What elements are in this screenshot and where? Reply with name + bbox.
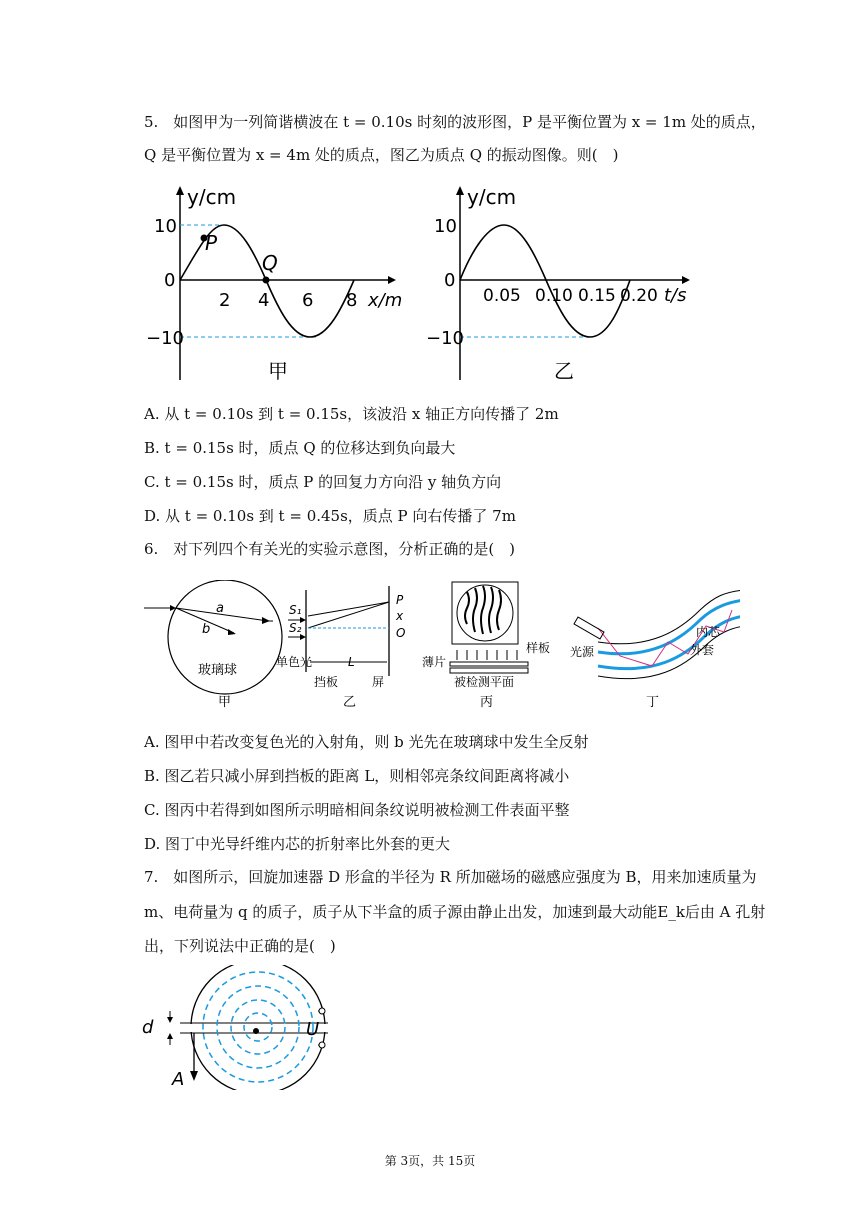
fig-yi-y-tick: 10 [434, 216, 457, 237]
q6-option-d: D. 图丁中光导纤维内芯的折射率比外套的更大 [144, 835, 451, 853]
ray-b-label: b [202, 622, 211, 637]
tested-plane-label: 被检测平面 [454, 675, 515, 689]
glass-ball-label: 玻璃球 [198, 663, 238, 678]
q6-stem: 6. 对下列四个有关光的实验示意图，分析正确的是( ) [144, 540, 516, 558]
film-label: 薄片 [422, 655, 447, 669]
voltage-u-label: U [306, 1019, 320, 1040]
q7-stem-line1: 7. 如图所示，回旋加速器 D 形盒的半径为 R 所加磁场的磁感应强度为 B，用来加速质量为 [144, 868, 757, 886]
screen-label: 屏 [372, 675, 385, 689]
point-q-label: Q [262, 251, 278, 275]
fig6-jia-caption: 甲 [218, 695, 232, 710]
q5-option-b: B. t = 0.15s 时，质点 Q 的位移达到负向最大 [144, 439, 456, 457]
fig-optical-fiber [570, 590, 740, 710]
fig-jia-y-axis-label: y/cm [187, 185, 237, 209]
fig-jia-y-tick: −10 [146, 328, 184, 349]
fig-jia-x-tick: 8 [346, 290, 358, 311]
fig-thin-film [422, 582, 550, 710]
l-label: L [348, 655, 355, 669]
q7-stem-line2: m、电荷量为 q 的质子，质子从下半盒的质子源由静止出发，加速到最大动能E_k后由 A 孔射 [144, 903, 766, 921]
fig-yi-x-axis-label: t/s [664, 285, 687, 306]
fig6-yi-caption: 乙 [343, 695, 357, 710]
fig-jia-caption: 甲 [268, 359, 288, 383]
page-footer: 第 3页，共 15页 [384, 1154, 476, 1168]
fig-yi-x-tick: 0.05 [483, 286, 521, 306]
q6-option-b: B. 图乙若只减小屏到挡板的距离 L，则相邻亮条纹间距离将减小 [144, 767, 570, 785]
fig6-ding-caption: 丁 [646, 695, 660, 710]
fig-jia-x-tick: 6 [302, 290, 314, 311]
q6-light-figures [140, 580, 740, 715]
q5-vibration-figure [420, 180, 700, 390]
s1-label: S₁ [289, 603, 302, 617]
fig-jia-x-axis-label: x/m [368, 290, 403, 311]
baffle-label: 挡板 [314, 675, 339, 689]
fig-glass-ball [144, 580, 282, 710]
fig-yi-y-axis-label: y/cm [467, 185, 517, 209]
fig-yi-caption: 乙 [554, 359, 574, 383]
core-label: 内芯 [696, 625, 721, 639]
q6-option-a: A. 图甲中若改变复色光的入射角，则 b 光先在玻璃球中发生全反射 [144, 733, 589, 751]
p-label: P [396, 593, 404, 607]
fig-yi-x-tick: 0.10 [535, 286, 573, 306]
q5-option-d: D. 从 t = 0.10s 到 t = 0.45s，质点 P 向右传播了 7m [144, 507, 516, 525]
q5-option-c: C. t = 0.15s 时，质点 P 的回复力方向沿 y 轴负方向 [144, 473, 502, 491]
fig6-bing-caption: 丙 [480, 695, 494, 710]
sample-label: 样板 [526, 641, 551, 655]
light-source-label: 光源 [570, 645, 595, 659]
fig-jia-y-tick: 0 [164, 270, 176, 291]
mono-light-label: 单色光 [276, 655, 313, 669]
q5-wave-figure [140, 180, 410, 390]
q7-cyclotron-figure [140, 965, 340, 1090]
fig-yi-x-tick: 0.20 [620, 286, 658, 306]
gap-d-label: d [142, 1017, 154, 1038]
fig-double-slit [276, 586, 405, 710]
fig-jia-y-tick: 10 [154, 216, 177, 237]
fig-yi-y-tick: 0 [444, 270, 456, 291]
s2-label: S₂ [289, 621, 302, 635]
q5-stem-line2: Q 是平衡位置为 x = 4m 处的质点，图乙为质点 Q 的振动图像。则( ) [144, 146, 619, 164]
o-label: O [396, 626, 406, 640]
cladding-label: 外套 [690, 643, 715, 657]
fig-jia-x-tick: 2 [219, 290, 231, 311]
q5-option-a: A. 从 t = 0.10s 到 t = 0.15s，该波沿 x 轴正方向传播了 2m [144, 405, 559, 423]
fig-jia-x-tick: 4 [258, 290, 270, 311]
point-p-label: P [205, 231, 218, 255]
exit-a-label: A [172, 1069, 185, 1090]
ray-a-label: a [216, 601, 224, 616]
q7-stem-line3: 出，下列说法中正确的是( ) [144, 937, 336, 955]
fig-yi-x-tick: 0.15 [578, 286, 616, 306]
x-label: x [396, 609, 404, 623]
fig-yi-y-tick: −10 [426, 328, 464, 349]
q6-option-c: C. 图丙中若得到如图所示明暗相间条纹说明被检测工件表面平整 [144, 801, 570, 819]
q5-stem-line1: 5. 如图甲为一列简谐横波在 t = 0.10s 时刻的波形图，P 是平衡位置为 x = 1m 处的质点， [144, 113, 766, 131]
